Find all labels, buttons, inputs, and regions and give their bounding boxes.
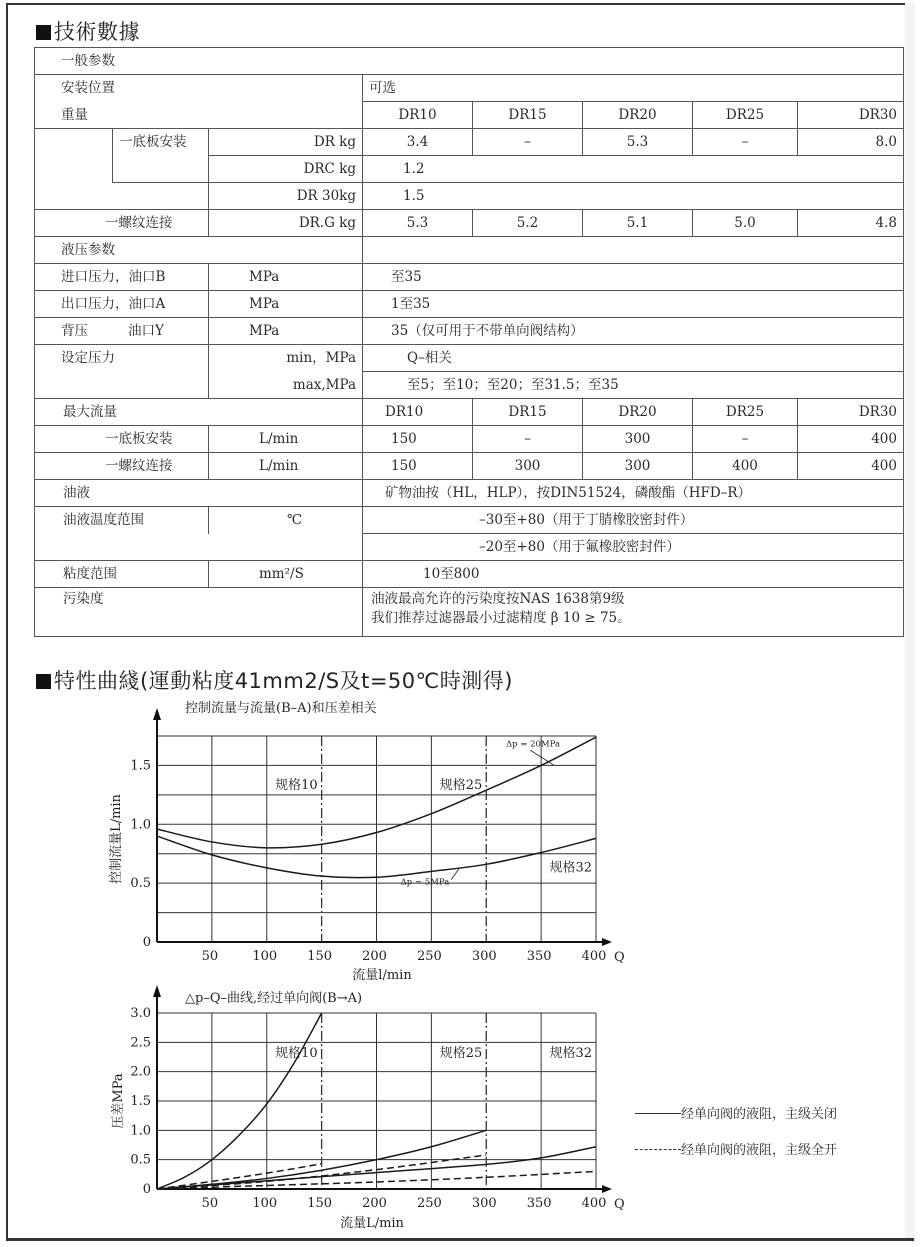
x-tick-label: 150 [307,949,333,964]
fluid-value: 矿物油按（HL，HLP），按DIN51524，磷酸酯（HFD–R） [363,480,904,507]
inlet-pressure-row [35,264,904,291]
inlet-pressure-value: 至35 [363,264,904,291]
x-axis-arrow [602,938,612,946]
viscosity-row [35,561,904,588]
weight-col-dr15: DR15 [473,102,583,129]
weight-value: 1.2 [363,156,904,183]
contamination-label: 污染度 [35,588,363,637]
spacer [35,156,113,183]
size-label: 规格32 [549,860,592,876]
max-flow-col-dr20: DR20 [583,399,693,426]
weight-thread-label: 一螺纹连接 [35,210,209,237]
viscosity-value: 10至800 [363,561,904,588]
weight-value: 5.2 [473,210,583,237]
fluid-temp-label: 油液温度范围 [35,507,209,534]
spacer [35,183,209,210]
x-axis-end-label: Q [614,950,625,965]
size-label: 规格32 [549,1046,592,1061]
solid-line-icon [635,1113,681,1114]
y-axis-label: 控制流量L/min [109,794,124,884]
y-axis-arrow [153,708,161,720]
weight-subplate-label: 一底板安装 [113,129,209,156]
set-pressure-max-value: 至5；至10；至20；至31.5；至35 [363,372,904,399]
x-tick-label: 150 [307,1196,333,1211]
weight-row-drc [35,156,904,183]
outlet-pressure-unit: MPa [209,291,363,318]
x-tick-label: 50 [201,949,219,964]
max-flow-row-label: 一螺纹连接 [35,453,209,480]
back-pressure-unit: MPa [209,318,363,345]
weight-unit: DR 30kg [209,183,363,210]
empty-cell [363,237,904,264]
y-tick-label: 1.0 [130,817,151,833]
outlet-pressure-label: 出口压力，油口A [35,291,209,318]
fluid-label: 油液 [35,480,363,507]
max-flow-col-dr15: DR15 [473,399,583,426]
x-tick-label: 50 [201,1196,219,1211]
weight-unit: DRC kg [209,156,363,183]
back-pressure-port: 油口Y [128,323,164,339]
max-flow-value: – [693,426,798,453]
x-axis-label: 流量l/min [352,968,412,983]
back-pressure-label-cell [35,318,209,345]
max-flow-value: 300 [583,453,693,480]
weight-value: – [473,129,583,156]
page-frame-bottom [6,1238,914,1241]
square-bullet-icon [36,674,51,689]
weight-value: 8.0 [798,129,904,156]
set-pressure-label: 设定压力 [35,345,209,372]
hydraulic-header: 液压参数 [35,237,363,264]
inlet-pressure-label: 进口压力，油口B [35,264,209,291]
technical-data-title: 技術數據 [54,20,140,44]
back-pressure-value: 35（仅可用于不带单向阀结构） [363,318,904,345]
set-pressure-max-row [35,372,904,399]
x-tick-label: 300 [471,1196,497,1211]
y-tick-label: 1.0 [130,1123,151,1139]
max-flow-unit: L/min [209,426,363,453]
weight-col-dr20: DR20 [583,102,693,129]
size-label: 规格25 [439,777,483,793]
max-flow-unit: L/min [209,453,363,480]
max-flow-value: 400 [798,453,904,480]
x-tick-label: 250 [416,1196,442,1211]
size-label: 规格25 [439,1046,483,1061]
fluid-temp-value: –20至+80（用于氟橡胶密封件） [363,534,904,561]
x-tick-label: 100 [252,1196,278,1211]
legend-solid-label: 经单向阀的液阻，主级关闭 [681,1107,838,1122]
x-tick-label: 200 [362,1196,387,1211]
outlet-pressure-value: 1至35 [363,291,904,318]
y-tick-label: 1.5 [130,758,151,774]
y-tick-label: 2.5 [130,1035,151,1051]
weight-col-dr25: DR25 [693,102,798,129]
weight-value: – [693,129,798,156]
back-pressure-label: 背压 [61,323,88,339]
fluid-temp-unit: ℃ [209,507,363,534]
x-tick-label: 400 [581,949,607,964]
weight-header-row [35,102,904,129]
y-tick-label: 2.0 [130,1064,151,1080]
legend-solid [635,1103,837,1122]
x-axis-arrow [602,1185,612,1193]
y-tick-label: 0 [142,1182,151,1197]
control-flow-chart [0,695,920,985]
weight-value: 3.4 [363,129,473,156]
dashed-line-icon [635,1149,681,1150]
max-flow-value: 400 [693,453,798,480]
x-axis-end-label: Q [614,1197,625,1212]
chart-title: 控制流量与流量(B–A)和压差相关 [185,701,377,716]
weight-value: 5.1 [583,210,693,237]
size-label: 规格10 [275,777,318,793]
set-pressure-min-value: Q–相关 [363,345,904,372]
max-flow-value: – [473,426,583,453]
x-tick-label: 300 [471,949,497,964]
spacer [35,534,363,561]
contamination-row [35,588,904,637]
max-flow-label: 最大流量 [35,399,363,426]
y-tick-label: 0 [142,935,151,950]
x-axis-label: 流量L/min [340,1216,404,1231]
weight-unit: DR.G kg [209,210,363,237]
characteristic-curves-heading [36,665,513,695]
legend-dashed [635,1139,837,1158]
general-header: 一般参数 [35,48,904,75]
y-tick-label: 1.5 [130,1094,151,1109]
contamination-line: 油液最高允许的污染度按NAS 1638第9级 [371,591,625,607]
max-flow-col-dr25: DR25 [693,399,798,426]
annotation-leader [451,869,459,880]
max-flow-header-row [35,399,904,426]
install-position-row [35,75,904,102]
weight-value: 5.3 [363,210,473,237]
square-bullet-icon [36,25,51,40]
fluid-temp-value: –30至+80（用于丁腈橡胶密封件） [363,507,904,534]
viscosity-unit: mm²/S [209,561,363,588]
x-tick-label: 350 [526,949,552,964]
max-flow-col-dr10: DR10 [363,399,473,426]
contamination-value [363,588,904,637]
technical-data-heading [36,16,140,46]
general-header-row [35,48,904,75]
y-axis-label: 压差MPa [111,1073,126,1129]
max-flow-value: 300 [583,426,693,453]
x-tick-label: 400 [581,1196,607,1211]
back-pressure-row [35,318,904,345]
weight-value: 5.0 [693,210,798,237]
weight-col-dr30: DR30 [798,102,904,129]
max-flow-value: 150 [363,453,473,480]
y-tick-label: 3.0 [130,1006,151,1021]
set-pressure-min-row [35,345,904,372]
legend-dashed-label: 经单向阀的液阻，主级全开 [681,1143,838,1158]
weight-row-thread [35,210,904,237]
spacer [35,372,209,399]
weight-unit: DR kg [209,129,363,156]
max-flow-row-label: 一底板安装 [35,426,209,453]
max-flow-row-subplate [35,426,904,453]
weight-col-dr10: DR10 [363,102,473,129]
y-axis-arrow [153,985,161,997]
series-annotation: Δp = 5MPa [400,877,450,888]
viscosity-label: 粘度范围 [35,561,209,588]
fluid-row [35,480,904,507]
hydraulic-header-row [35,237,904,264]
max-flow-value: 150 [363,426,473,453]
set-pressure-max-unit: max,MPa [209,372,363,399]
weight-value: 1.5 [363,183,904,210]
max-flow-value: 400 [798,426,904,453]
inlet-pressure-unit: MPa [209,264,363,291]
y-tick-label: 0.5 [130,876,151,892]
weight-row-dr [35,129,904,156]
series-annotation: Δp = 20MPa [506,739,561,750]
x-tick-label: 200 [362,949,387,964]
x-tick-label: 100 [252,949,278,964]
fluid-temp-row-2 [35,534,904,561]
x-tick-label: 250 [416,949,442,964]
install-position-label: 安装位置 [35,75,363,102]
annotation-leader [530,750,554,765]
install-position-value: 可选 [363,75,904,102]
x-tick-label: 350 [526,1196,552,1211]
chart-title: △p–Q–曲线,经过单向阀(B→A) [185,991,363,1006]
max-flow-row-thread [35,453,904,480]
series-line [157,1164,322,1189]
set-pressure-min-unit: min，MPa [209,345,363,372]
fluid-temp-row-1 [35,507,904,534]
spacer [35,129,113,156]
max-flow-col-dr30: DR30 [798,399,904,426]
max-flow-value: 300 [473,453,583,480]
spec-table [34,47,904,637]
spacer [113,156,209,183]
characteristic-curves-title: 特性曲綫(運動粘度41mm2/S及t=50℃時測得) [54,669,513,693]
outlet-pressure-row [35,291,904,318]
weight-label: 重量 [35,102,363,129]
size-label: 规格10 [275,1046,318,1061]
contamination-line: 我们推荐过滤器最小过滤精度 β 10 ≥ 75。 [371,610,631,626]
weight-value: 4.8 [798,210,904,237]
y-tick-label: 0.5 [130,1152,151,1168]
weight-row-dr30 [35,183,904,210]
weight-value: 5.3 [583,129,693,156]
